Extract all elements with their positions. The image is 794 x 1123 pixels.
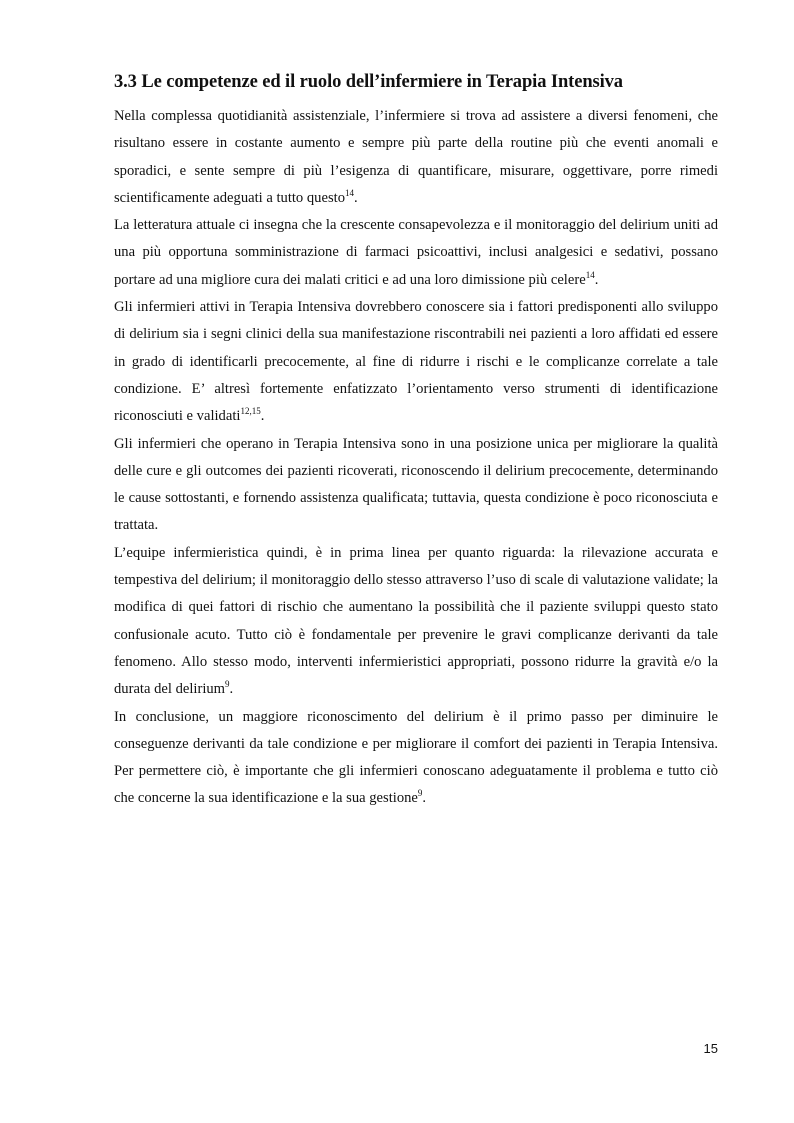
paragraph: [114, 294, 718, 430]
citation-ref: 9: [417, 788, 423, 799]
paragraph: [114, 704, 718, 813]
citation-ref: 12,15: [240, 406, 261, 417]
paragraph: [114, 431, 718, 540]
citation-ref: 14: [345, 187, 354, 198]
paragraph-text: In conclusione, un maggiore riconoscimento del delirium è il primo passo per diminuire le conseguenze derivanti da tale condizione e per migliorare il comfort dei pazienti in Terapia Intensiva. Per permettere ciò, è importante che gli infermieri conoscano adeguatamente il problema e tutto ciò che concerne la sua identificazione e la sua gestione: [114, 708, 718, 807]
paragraph-end: .: [229, 681, 234, 698]
paragraph-text: Nella complessa quotidianità assistenziale, l’infermiere si trova ad assistere a diversi fenomeni, che risultano essere in costante aumento e sempre più parte della routine più che eventi anomali e sporadici, e sente sempre di più l’esigenza di quantificare, misurare, oggettivare, porre rimedi scientificamente adeguati a tutto questo: [114, 108, 718, 206]
section-heading: 3.3 Le competenze ed il ruolo dell’infermiere in Terapia Intensiva: [114, 72, 623, 92]
paragraph-text: L’equipe infermieristica quindi, è in prima linea per quanto riguarda: la rilevazione accurata e tempestiva del delirium; il monitoraggio dello stesso attraverso l’uso di scale di valutazione validate; la modifica di quei fattori di rischio che aumentano la possibilità che il paziente sviluppi questo stato confusionale acuto. Tutto ciò è fondamentale per prevenire le gravi complicanze derivanti da tale fenomeno. Allo stesso modo, interventi infermieristici appropriati, possono ridurre la gravità e/o la durata del delirium: [114, 544, 718, 698]
citation-ref: 9: [225, 679, 230, 690]
paragraph: [114, 212, 718, 294]
paragraph: [114, 540, 718, 704]
paragraph-text: Gli infermieri che operano in Terapia Intensiva sono in una posizione unica per migliorare la qualità delle cure e gli outcomes dei pazienti ricoverati, riconoscendo il delirium precocemente, determinando le cause sottostanti, e fornendo assistenza qualificata; tuttavia, questa condizione è poco riconosciuta e trattata.: [114, 435, 718, 534]
paragraph-end: .: [260, 408, 265, 425]
paragraph: [114, 103, 718, 212]
paragraph-text: Gli infermieri attivi in Terapia Intensiva dovrebbero conoscere sia i fattori predisponenti allo sviluppo di delirium sia i segni clinici della sua manifestazione riscontrabili nei pazienti a loro affidati ed essere in grado di identificarli precocemente, al fine di ridurre i rischi e le complicanze correlate a tale condizione. E’ altresì fortemente enfatizzato l’orientamento verso strumenti di identificazione riconosciuti e validati: [114, 299, 718, 425]
page-number: 15: [703, 1041, 718, 1056]
paragraph-end: .: [594, 271, 599, 288]
paragraph-text: La letteratura attuale ci insegna che la crescente consapevolezza e il monitoraggio del delirium uniti ad una più opportuna somministrazione di farmaci psicoattivi, inclusi analgesici e sedativi, possano portare ad una migliore cura dei malati critici e ad una loro dimissione più celere: [114, 217, 718, 288]
paragraph-end: .: [354, 189, 358, 206]
paragraph-end: .: [422, 790, 427, 807]
citation-ref: 14: [585, 269, 595, 280]
page-body: [114, 70, 718, 813]
